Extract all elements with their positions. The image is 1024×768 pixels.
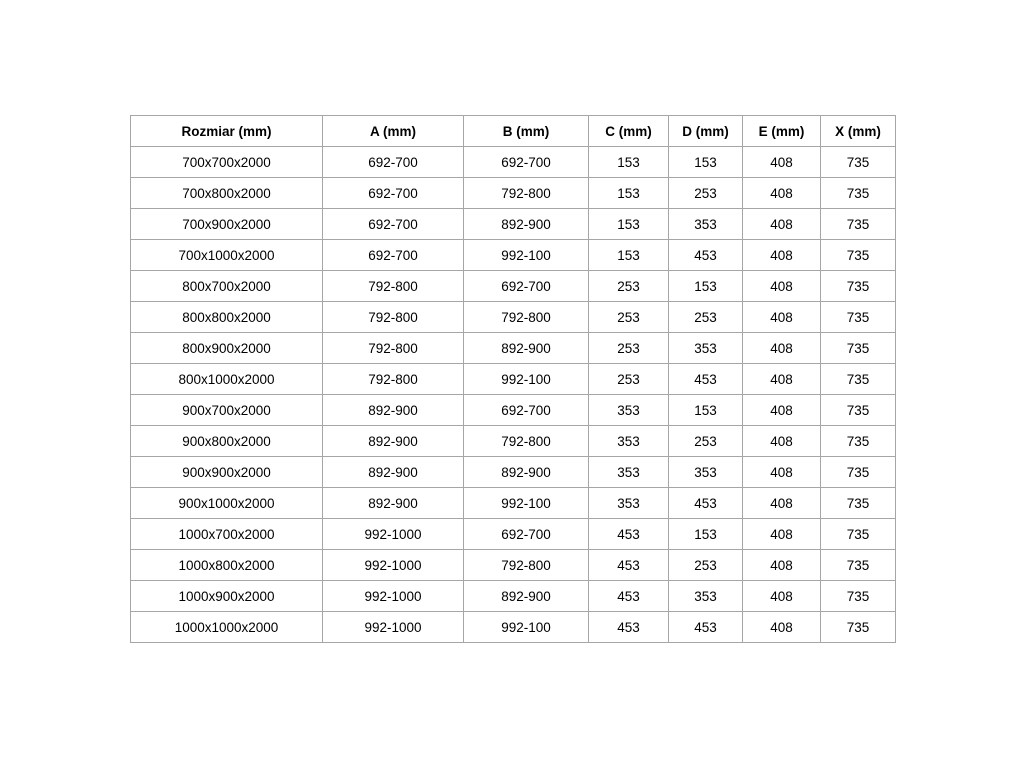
column-header: E (mm) [743, 116, 821, 147]
table-cell: 253 [669, 302, 743, 333]
table-cell: 900x1000x2000 [131, 488, 323, 519]
table-cell: 692-700 [464, 519, 589, 550]
table-cell: 408 [743, 240, 821, 271]
column-header: Rozmiar (mm) [131, 116, 323, 147]
table-cell: 892-900 [464, 333, 589, 364]
table-row [131, 333, 896, 364]
table-cell: 153 [589, 147, 669, 178]
table-cell: 408 [743, 519, 821, 550]
table-cell: 700x700x2000 [131, 147, 323, 178]
table-cell: 735 [821, 426, 896, 457]
column-header: C (mm) [589, 116, 669, 147]
table-cell: 892-900 [464, 457, 589, 488]
table-row [131, 612, 896, 643]
table-cell: 253 [589, 302, 669, 333]
table-cell: 892-900 [323, 488, 464, 519]
table-cell: 792-800 [323, 271, 464, 302]
table-cell: 408 [743, 550, 821, 581]
table-cell: 153 [589, 209, 669, 240]
table-cell: 692-700 [464, 271, 589, 302]
table-row [131, 426, 896, 457]
table-cell: 353 [669, 581, 743, 612]
table-cell: 408 [743, 581, 821, 612]
table-cell: 735 [821, 271, 896, 302]
table-cell: 408 [743, 147, 821, 178]
table-cell: 692-700 [323, 240, 464, 271]
table-cell: 408 [743, 612, 821, 643]
table-cell: 1000x700x2000 [131, 519, 323, 550]
table-cell: 892-900 [323, 457, 464, 488]
table-cell: 408 [743, 209, 821, 240]
table-cell: 453 [589, 612, 669, 643]
table-cell: 900x900x2000 [131, 457, 323, 488]
table-cell: 1000x800x2000 [131, 550, 323, 581]
table-cell: 892-900 [323, 426, 464, 457]
table-cell: 700x800x2000 [131, 178, 323, 209]
table-cell: 992-1000 [323, 581, 464, 612]
table-cell: 900x700x2000 [131, 395, 323, 426]
table-cell: 792-800 [464, 302, 589, 333]
table-cell: 408 [743, 364, 821, 395]
table-cell: 735 [821, 488, 896, 519]
table-cell: 353 [669, 209, 743, 240]
table-cell: 253 [589, 271, 669, 302]
table-cell: 735 [821, 457, 896, 488]
table-cell: 153 [589, 178, 669, 209]
table-cell: 1000x1000x2000 [131, 612, 323, 643]
column-header: B (mm) [464, 116, 589, 147]
table-cell: 253 [589, 364, 669, 395]
table-cell: 900x800x2000 [131, 426, 323, 457]
table-cell: 735 [821, 395, 896, 426]
table-row [131, 364, 896, 395]
table-cell: 153 [669, 395, 743, 426]
table-cell: 735 [821, 612, 896, 643]
table-cell: 735 [821, 302, 896, 333]
table-cell: 453 [589, 519, 669, 550]
table-cell: 153 [669, 271, 743, 302]
table-cell: 800x900x2000 [131, 333, 323, 364]
table-cell: 792-800 [464, 550, 589, 581]
table-header-row [131, 116, 896, 147]
table-cell: 453 [669, 488, 743, 519]
table-cell: 408 [743, 333, 821, 364]
table-cell: 735 [821, 333, 896, 364]
table-body [131, 147, 896, 643]
dimensions-spec-table [130, 115, 896, 643]
table-cell: 408 [743, 178, 821, 209]
table-cell: 692-700 [323, 209, 464, 240]
table-cell: 253 [669, 178, 743, 209]
table-cell: 453 [589, 550, 669, 581]
table-cell: 453 [669, 612, 743, 643]
table-cell: 800x700x2000 [131, 271, 323, 302]
table-cell: 792-800 [464, 426, 589, 457]
table-cell: 992-100 [464, 488, 589, 519]
column-header: A (mm) [323, 116, 464, 147]
table-cell: 408 [743, 302, 821, 333]
table-row [131, 240, 896, 271]
table-row [131, 550, 896, 581]
table-cell: 153 [669, 147, 743, 178]
table-row [131, 178, 896, 209]
table-cell: 892-900 [464, 209, 589, 240]
column-header: X (mm) [821, 116, 896, 147]
table-cell: 800x800x2000 [131, 302, 323, 333]
table-cell: 792-800 [323, 333, 464, 364]
table-cell: 892-900 [323, 395, 464, 426]
table-cell: 353 [589, 488, 669, 519]
table-cell: 992-1000 [323, 612, 464, 643]
table-cell: 253 [589, 333, 669, 364]
table-cell: 800x1000x2000 [131, 364, 323, 395]
table-cell: 692-700 [323, 178, 464, 209]
table-cell: 353 [669, 457, 743, 488]
table-cell: 735 [821, 550, 896, 581]
table-cell: 408 [743, 457, 821, 488]
table-cell: 792-800 [464, 178, 589, 209]
table-cell: 408 [743, 426, 821, 457]
table-cell: 992-1000 [323, 519, 464, 550]
table-cell: 992-100 [464, 240, 589, 271]
table-cell: 792-800 [323, 364, 464, 395]
table-cell: 700x900x2000 [131, 209, 323, 240]
table-row [131, 581, 896, 612]
table-cell: 735 [821, 178, 896, 209]
table-cell: 792-800 [323, 302, 464, 333]
table-cell: 153 [589, 240, 669, 271]
table-cell: 353 [589, 395, 669, 426]
table-cell: 453 [669, 364, 743, 395]
table-cell: 253 [669, 426, 743, 457]
table-cell: 453 [669, 240, 743, 271]
table-cell: 153 [669, 519, 743, 550]
table-row [131, 519, 896, 550]
table-cell: 1000x900x2000 [131, 581, 323, 612]
table-row [131, 395, 896, 426]
table-cell: 992-100 [464, 612, 589, 643]
table-cell: 735 [821, 147, 896, 178]
table-row [131, 457, 896, 488]
table-cell: 735 [821, 519, 896, 550]
table-cell: 735 [821, 364, 896, 395]
table-cell: 408 [743, 395, 821, 426]
table-cell: 692-700 [323, 147, 464, 178]
table-cell: 892-900 [464, 581, 589, 612]
table-cell: 700x1000x2000 [131, 240, 323, 271]
table-cell: 992-1000 [323, 550, 464, 581]
table-row [131, 271, 896, 302]
table-cell: 253 [669, 550, 743, 581]
table-cell: 408 [743, 488, 821, 519]
table-cell: 353 [589, 426, 669, 457]
table-cell: 353 [669, 333, 743, 364]
table-cell: 992-100 [464, 364, 589, 395]
table-row [131, 488, 896, 519]
column-header: D (mm) [669, 116, 743, 147]
table-cell: 692-700 [464, 395, 589, 426]
table-cell: 735 [821, 240, 896, 271]
table-cell: 353 [589, 457, 669, 488]
table-row [131, 209, 896, 240]
table-cell: 453 [589, 581, 669, 612]
table-cell: 408 [743, 271, 821, 302]
table-row [131, 147, 896, 178]
table-cell: 735 [821, 581, 896, 612]
table-cell: 735 [821, 209, 896, 240]
table-row [131, 302, 896, 333]
table-cell: 692-700 [464, 147, 589, 178]
